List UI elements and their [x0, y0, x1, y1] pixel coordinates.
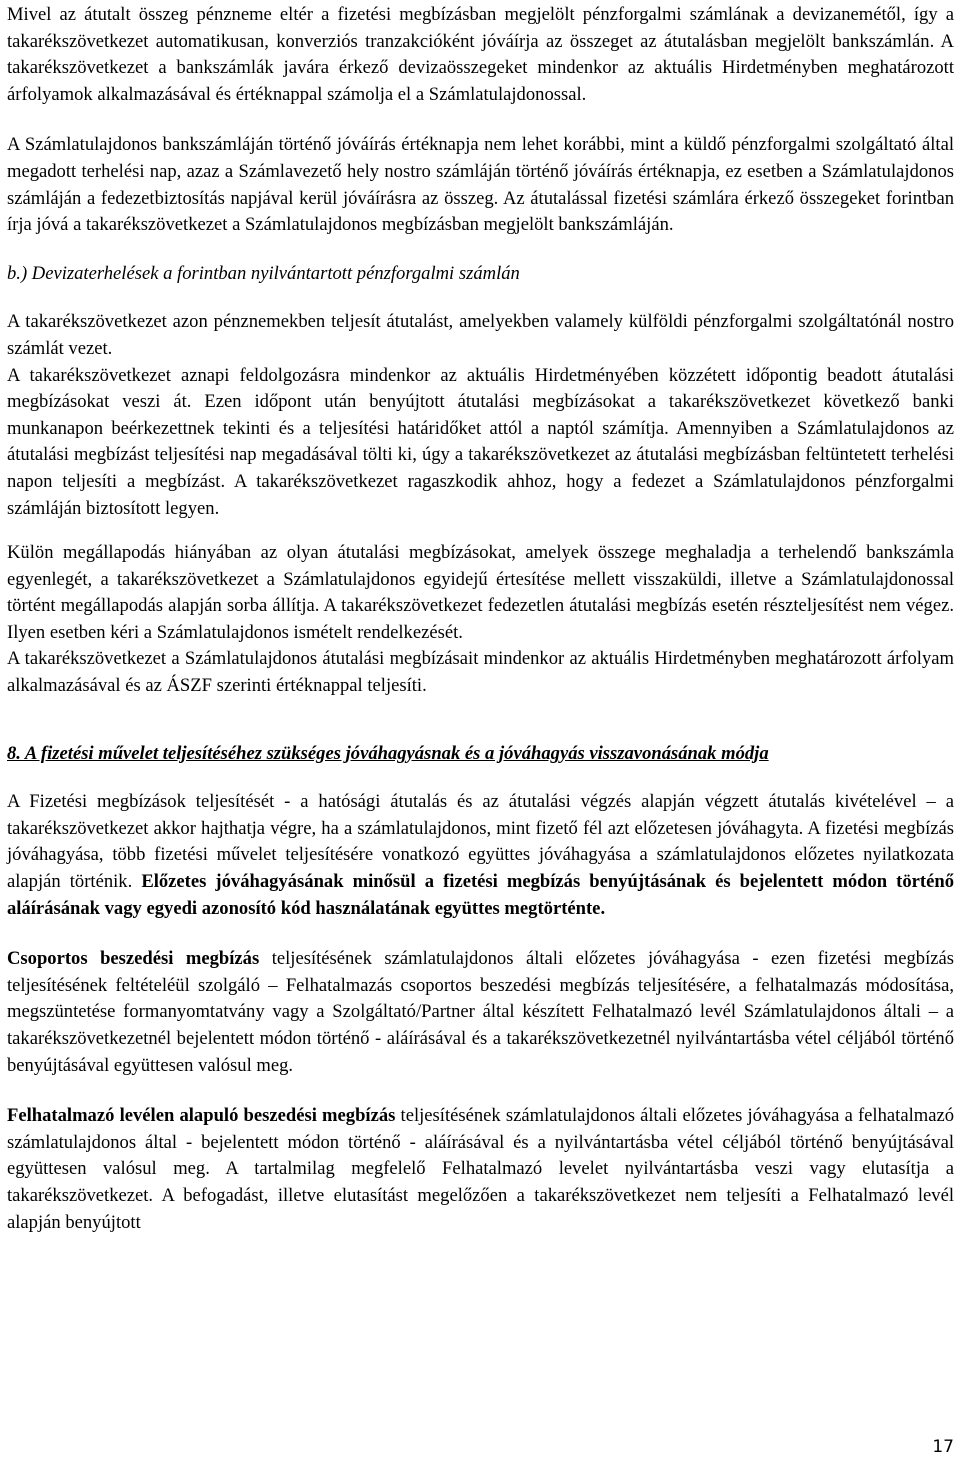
approval-bold-text: Előzetes jóváhagyásának minősül a fizetési megbízás benyújtásának és bejelentett módon történő aláírásának vagy egyedi azonosító kód használatának együttes megtörténte.	[7, 871, 954, 919]
direct-debit-text: teljesítésének számlatulajdonos általi előzetes jóváhagyása - ezen fizetési megbízás teljesítésének feltételéül szolgáló – Felhatalmazás csoportos beszedési megbízás teljesítésére, a felhatalmazás módosítása, megszüntetése formanyomtatvány vagy a Szolgáltató/Partner által készített Felhatalmazó levél Számlatulajdonos általi – a takarékszövetkezetnél bejelentett módon történő - aláírásával és a takarékszövetkezetnél nyilvántartásba vétel céljából történő benyújtásával együttesen valósul meg.	[7, 948, 954, 1076]
direct-debit-term: Csoportos beszedési megbízás	[7, 948, 260, 970]
paragraph-value-date: A Számlatulajdonos bankszámláján történő jóváírás értéknapja nem lehet korábbi, mint a küldő pénzforgalmi szolgáltató által megadott terhelési nap, azaz a Számlavezető hely nostro számláján történő jóváírás értéknapja, ez esetben a Számlatulajdonos számláján a fedezetbiztosítás napjával kerül jóváírásra az összeg. Az átutalással fizetési számlára érkező összegeket forintban írja jóvá a takarékszövetkezet a Számlatulajdonos megbízásban megjelölt bankszámláján.	[7, 134, 954, 236]
approval-text: A Fizetési megbízások teljesítését - a hatósági átutalás és az átutalási végzés alapján végzett átutalás kivételével – a takarékszövetkezet akkor hajthatja végre, ha a számlatulajdonos, mint fizető fél azt előzetesen jóváhagyta. A fizetési megbízás jóváhagyása, több fizetési művelet teljesítésére vonatkozó együttes jóváhagyása a számlatulajdonos előzetes nyilatkozata alapján történik.	[7, 791, 954, 893]
paragraph-currency-conversion: Mivel az átutalt összeg pénzneme eltér a fizetési megbízásban megjelölt pénzforgalmi számlának a devizanemétől, így a takarékszövetkezet automatikusan, konverziós tranzakcióként jóváírja az összeget az átutalásban megjelölt bankszámlán. A takarékszövetkezet a bankszámlák javára érkező devizaösszegeket mindenkor az aktuális Hirdetményben meghatározott árfolyamok alkalmazásával és értéknappal számolja el a Számlatulajdonossal.	[7, 4, 954, 105]
paragraph-exchange-rate: A takarékszövetkezet a Számlatulajdonos átutalási megbízásait mindenkor az aktuális Hirdetményben meghatározott árfolyam alkalmazásával és az ÁSZF szerinti értéknappal teljesíti.	[7, 648, 954, 697]
paragraph-authorization-letter	[7, 1103, 954, 1236]
paragraph-cutoff-time: A takarékszövetkezet aznapi feldolgozásra mindenkor az aktuális Hirdetményében közzétett időpontig beadott átutalási megbízásokat veszi át. Ezen időpont után benyújtott átutalási megbízásokat a takarékszövetkezet következő banki munkanapon beérkezettnek tekinti és a teljesítési határidőket attól a naptól számítja. Amennyiben a Számlatulajdonos az átutalási megbízást teljesítési nap megadásával tölti ki, úgy a takarékszövetkezet az átutalási megbízásban feltüntetett terhelési napon teljesíti a megbízást. A takarékszövetkezet ragaszkodik ahhoz, hogy a fedezet a Számlatulajdonos pénzforgalmi számláján biztosított legyen.	[7, 364, 954, 519]
document-page	[7, 0, 954, 1236]
paragraph-insufficient-funds: Külön megállapodás hiányában az olyan átutalási megbízásokat, amelyek összege meghaladja a terhelendő bankszámla egyenlegét, a takarékszövetkezet a Számlatulajdonos egyidejű értesítése mellett visszaküldi, illetve a Számlatulajdonossal történt megállapodás alapján sorba állítja. A takarékszövetkezet fedezetlen átutalási megbízás esetén részteljesítést nem végez. Ilyen esetben kéri a Számlatulajdonos ismételt rendelkezését.	[7, 542, 954, 643]
subsection-heading-b: b.) Devizaterhelések a forintban nyilvántartott pénzforgalmi számlán	[7, 262, 520, 284]
authorization-letter-text: teljesítésének számlatulajdonos általi előzetes jóváhagyása a felhatalmazó számlatulajdonos által - bejelentett módon történő - aláírásával és a nyilvántartásba vétel céljából történő benyújtásával együttesen valósul meg. A tartalmilag megfelelő Felhatalmazó levelet nyilvántartásba veszi vagy elutasítja a takarékszövetkezet. A befogadást, illetve elutasítást megelőzően a takarékszövetkezet nem teljesíti a Felhatalmazó levél alapján benyújtott	[7, 1105, 954, 1233]
paragraph-approval	[7, 789, 954, 922]
section-heading-8: 8. A fizetési művelet teljesítéséhez szükséges jóváhagyásnak és a jóváhagyás visszavonásának módja	[7, 742, 769, 764]
paragraph-foreign-transfers: A takarékszövetkezet azon pénznemekben teljesít átutalást, amelyekben valamely külföldi pénzforgalmi szolgáltatónál nostro számlát vezet.	[7, 311, 954, 359]
authorization-letter-term: Felhatalmazó levélen alapuló beszedési megbízás	[7, 1105, 396, 1127]
page-number: 17	[932, 1437, 954, 1457]
paragraph-direct-debit	[7, 946, 954, 1079]
